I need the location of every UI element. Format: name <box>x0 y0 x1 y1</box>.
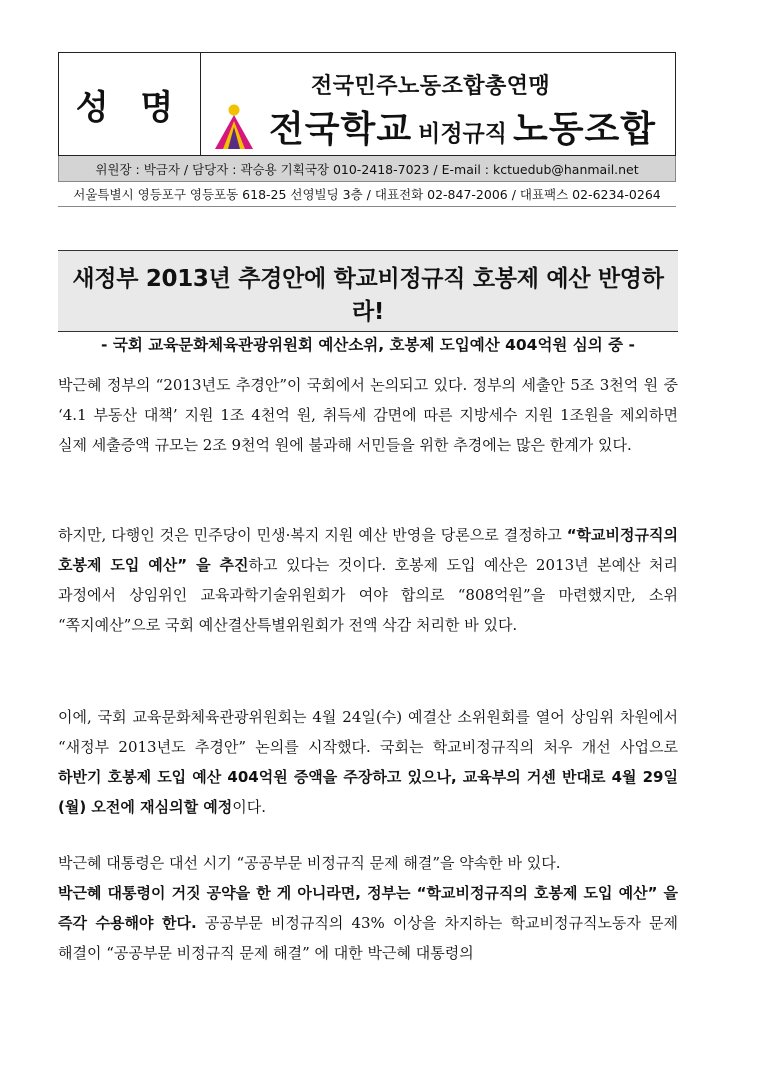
paragraph-2-emphasis: “학교비정규직의 호봉제 도입 예산” 을 추진 <box>58 526 678 574</box>
title-box <box>58 250 678 354</box>
union-logo <box>207 103 261 149</box>
address-info: 서울특별시 영등포구 영등포동 618-25 선영빌딩 3층 / 대표전화 02-847-2006 / 대표팩스 02-6234-0264 <box>58 182 676 207</box>
union-name-part2: 비정규직 <box>418 121 507 147</box>
page-title: 새정부 2013년 추경안에 학교비정규직 호봉제 예산 반영하라! <box>72 266 664 325</box>
paragraph-4-part-c: 공공부문 비정규직의 43% 이상을 차지하는 학교비정규직노동자 문제 해결이 “공공부문 비정규직 문제 해결” 에 대한 박근혜 대통령의 <box>58 914 678 962</box>
paragraph-3-part-a: 이에, 국회 교육문화체육관광위원회는 4월 24일(수) 예결산 소위원회를 열어 상임위 차원에서 “새정부 2013년도 추경안” 논의를 시작했다. 국회는 학교비정규직의 처우 개선 사업으로 <box>58 708 678 756</box>
paragraph-4-emphasis: 박근혜 대통령이 거짓 공약을 한 게 아니라면, 정부는 “학교비정규직의 호봉제 도입 예산” 을 즉각 수용해야 한다. <box>58 884 678 932</box>
paragraph-4-part-a: 박근혜 대통령은 대선 시기 “공공부문 비정규직 문제 해결”을 약속한 바 있다. <box>58 854 561 872</box>
paragraph-3-part-c: 이다. <box>232 798 267 816</box>
union-name-part1: 전국학교 <box>269 109 413 150</box>
contact-info: 위원장 : 박금자 / 담당자 : 곽승용 기획국장 010-2418-7023 / E-mail : kctuedub@hanmail.net <box>58 156 676 182</box>
paragraph-2 <box>58 520 678 640</box>
paragraph-4 <box>58 848 678 968</box>
letterhead <box>58 52 676 156</box>
federation-name: 전국민주노동조합총연맹 <box>311 74 551 99</box>
union-name-part3: 노동조합 <box>512 109 657 150</box>
page-subtitle: - 국회 교육문화체육관광위원회 예산소위, 호봉제 도입예산 404억원 심의 중 - <box>101 336 635 354</box>
statement-label: 성 명 <box>59 53 201 155</box>
paragraph-3 <box>58 702 678 822</box>
paragraph-2-part-c: 하고 있다는 것이다. 호봉제 도입 예산은 2013년 본예산 처리 과정에서 상임위인 교육과학기술위원회가 여야 합의로 “808억원”을 마련했지만, 소위 “쪽지예산”으로 국회 예산결산특별위원회가 전액 삭감 처리한 바 있다. <box>58 556 678 634</box>
union-name <box>269 101 656 152</box>
paragraph-2-part-a: 하지만, 다행인 것은 민주당이 민생·복지 지원 예산 반영을 당론으로 결정하고 <box>58 526 567 544</box>
paragraph-1: 박근혜 정부의 “2013년도 추경안”이 국회에서 논의되고 있다. 정부의 세출안 5조 3천억 원 중 ‘4.1 부동산 대책’ 지원 1조 4천억 원, 취득세 감면에 따른 지방세수 지원 1조원을 제외하면 실제 세출증액 규모는 2조 9천억 원에 불과해 서민들을 위한 추경에는 많은 한계가 있다. <box>58 376 678 454</box>
paragraph-3-emphasis: 하반기 호봉제 도입 예산 404억원 증액을 주장하고 있으나, 교육부의 거센 반대로 4월 29일(월) 오전에 재심의할 예정 <box>58 768 678 816</box>
